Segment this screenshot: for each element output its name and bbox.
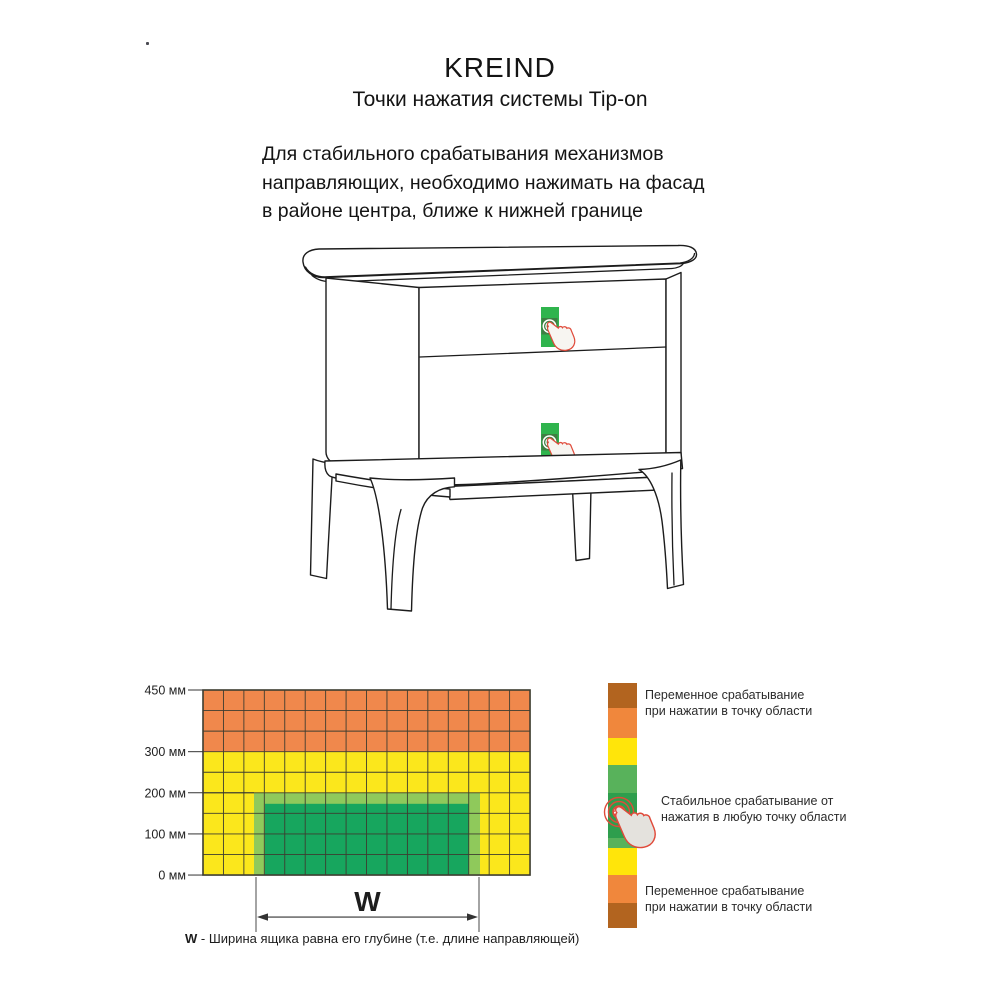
- w-arrowhead-left: [257, 913, 268, 920]
- back-right-leg: [573, 488, 592, 561]
- w-dimension-label: W: [354, 886, 381, 918]
- legend-segment-brown-top: [608, 683, 637, 708]
- stray-dot: [146, 42, 149, 45]
- right-edge-panel: [666, 273, 681, 477]
- legend-label-variable-bottom: Переменное срабатывание при нажатии в точку области: [645, 884, 813, 914]
- press-hand-icon: [616, 807, 656, 848]
- intro-line: в районе центра, ближе к нижней границе: [262, 200, 643, 222]
- furniture-diagram: [280, 238, 710, 638]
- w-caption-bold: W: [185, 931, 198, 946]
- pressing-zone-grid: [140, 672, 620, 972]
- front-left-leg: [370, 478, 455, 611]
- w-caption: [185, 931, 579, 946]
- legend-segment-yellow-top: [608, 738, 637, 765]
- intro-line: направляющих, необходимо нажимать на фасад: [262, 171, 705, 194]
- axis-tick-label: 100 мм: [144, 827, 186, 842]
- side-panel: [326, 278, 419, 490]
- axis-tick-label: 300 мм: [144, 745, 186, 760]
- page-title: KREIND: [444, 52, 556, 83]
- legend-segment-brown-bot: [608, 903, 637, 928]
- intro-paragraph: [262, 140, 705, 226]
- w-caption-text: - Ширина ящика равна его глубине (т.е. длине направляющей): [197, 931, 580, 946]
- legend-segment-orange-top: [608, 708, 637, 738]
- tabletop: [303, 245, 697, 277]
- axis-tick-label: 450 мм: [144, 683, 186, 698]
- axis-tick-label: 200 мм: [144, 786, 186, 801]
- intro-line: Для стабильного срабатывания механизмов: [262, 143, 664, 165]
- legend-label-stable: Стабильное срабатывание от нажатия в любую точку области: [661, 794, 847, 824]
- legend-segment-orange-bot: [608, 875, 637, 903]
- page-subtitle: Точки нажатия системы Tip-on: [352, 88, 648, 111]
- axis-tick-label: 0 мм: [158, 868, 186, 883]
- zone-green-stable: [265, 804, 469, 875]
- w-arrowhead-right: [467, 913, 478, 920]
- legend-label-variable-top: Переменное срабатывание при нажатии в точку области: [645, 688, 813, 718]
